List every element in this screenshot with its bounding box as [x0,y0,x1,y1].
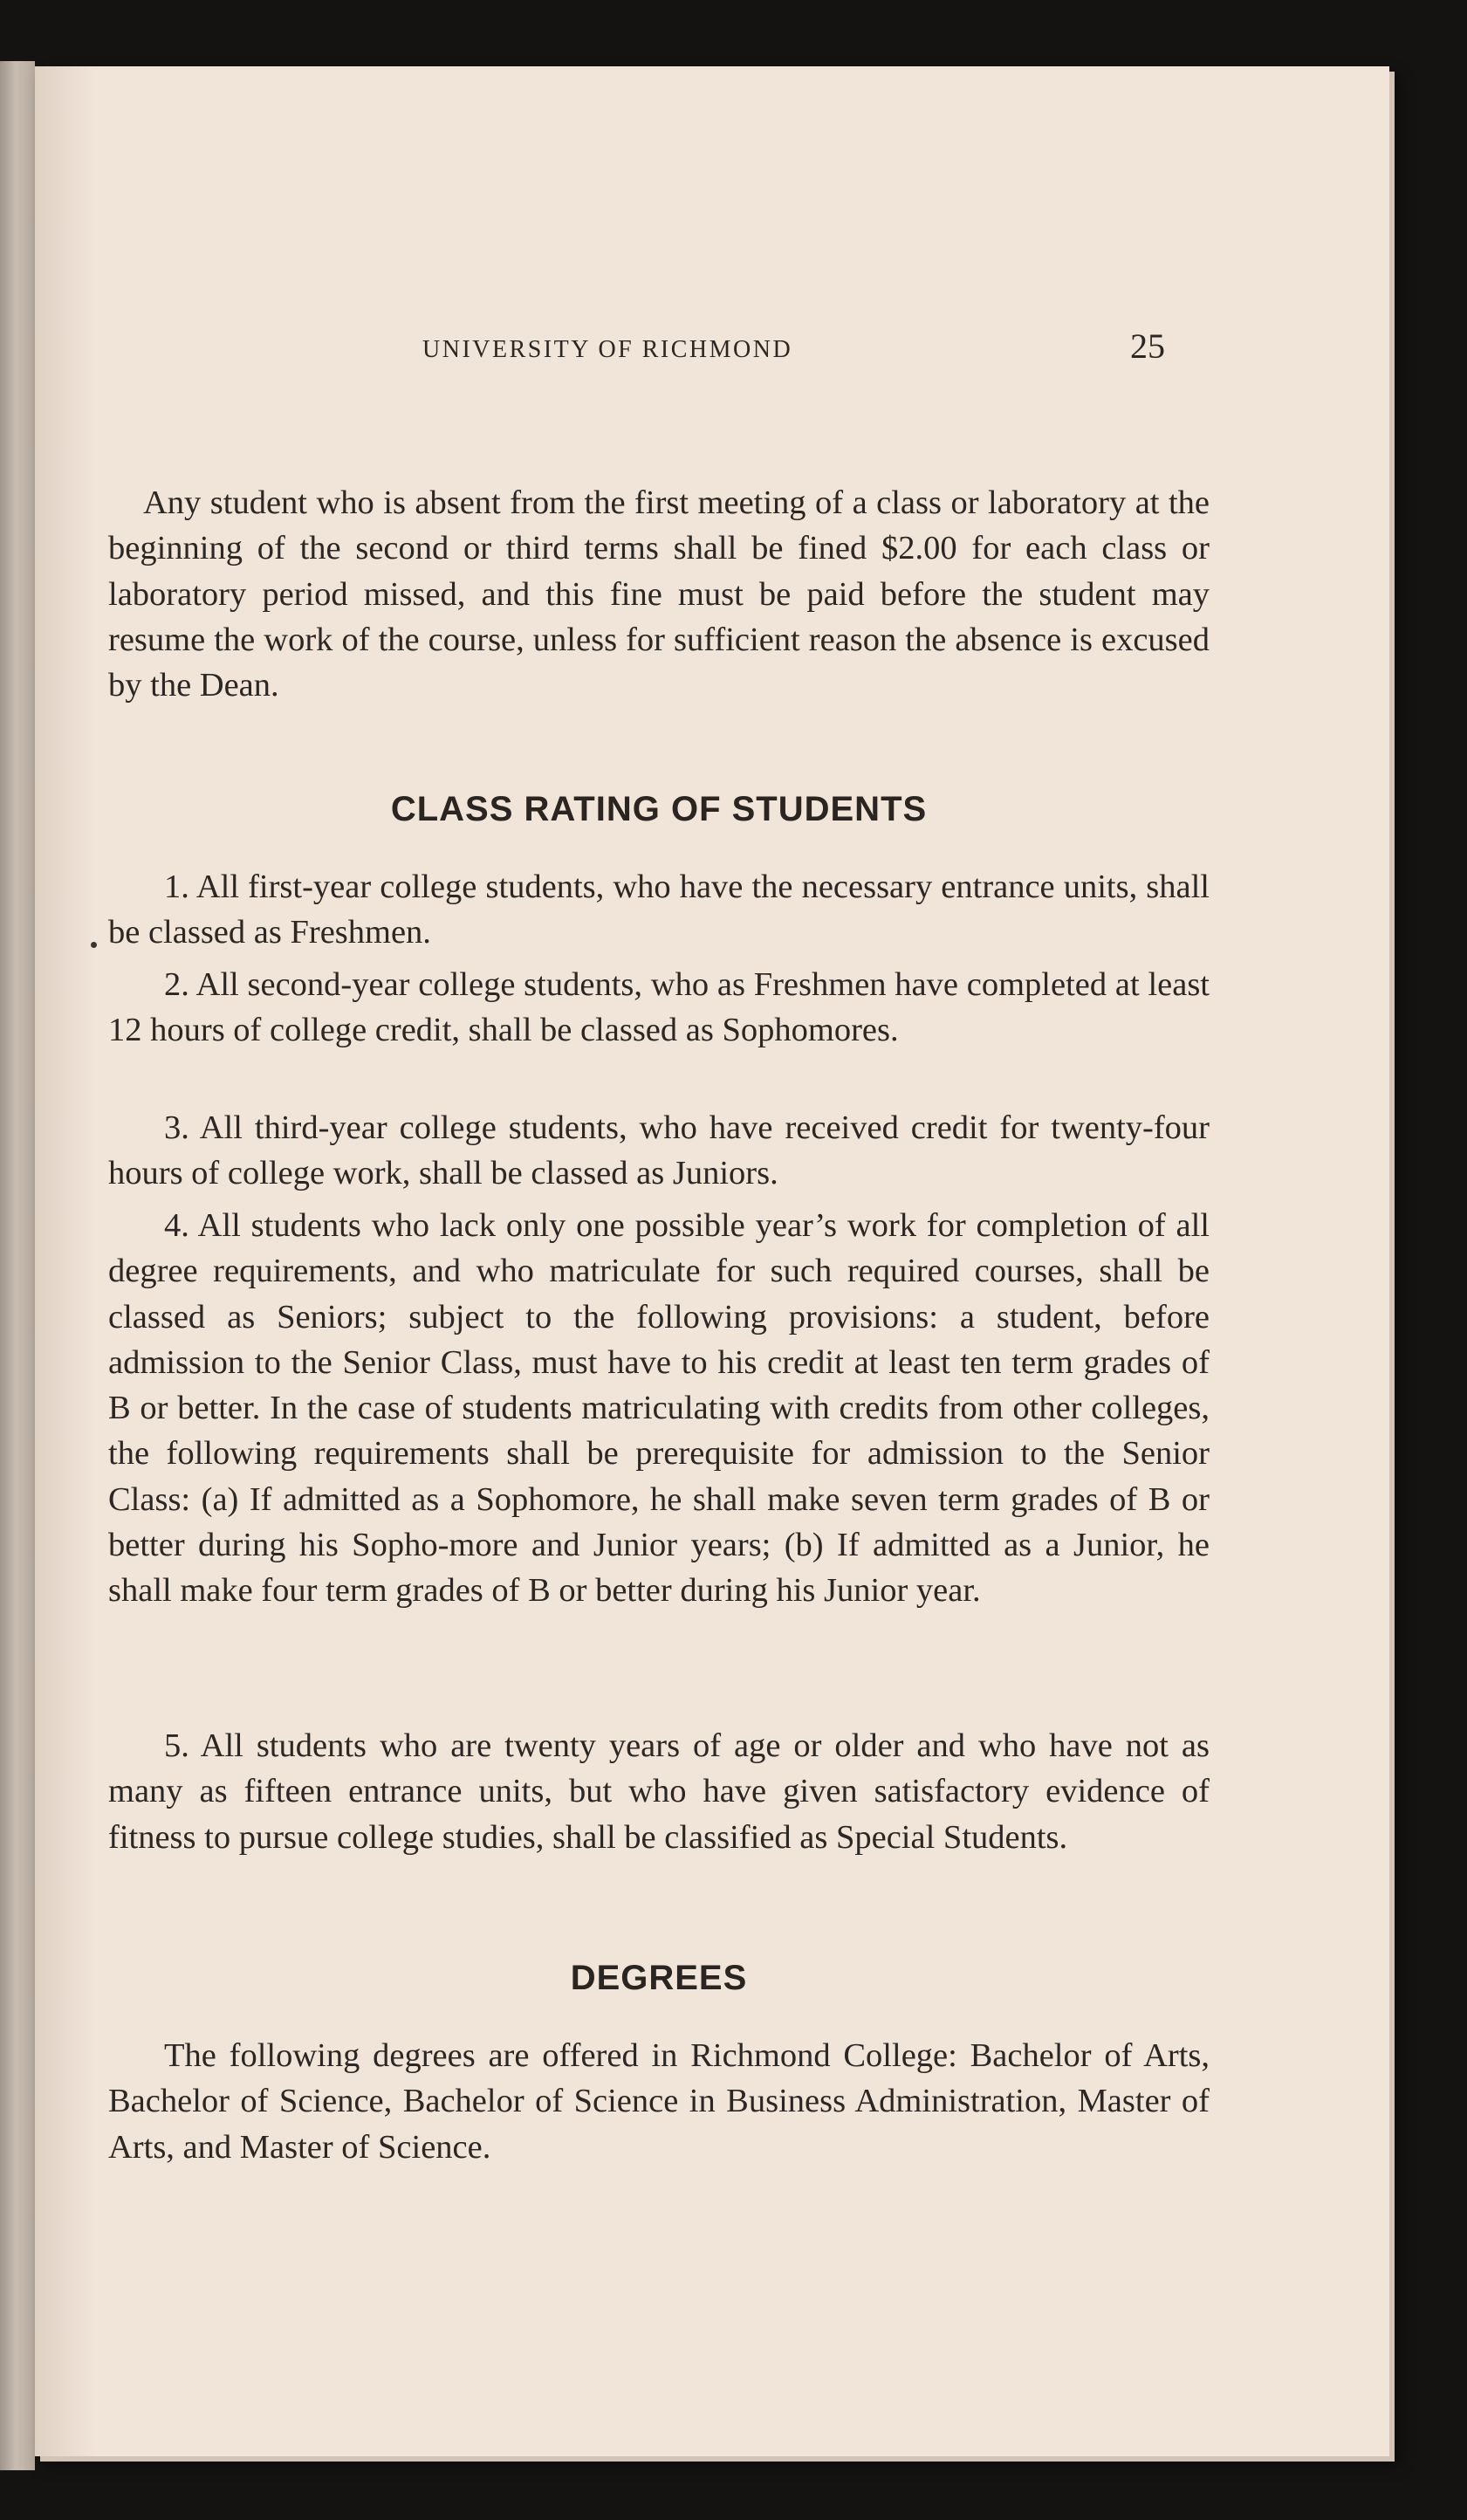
degrees-paragraph: The following degrees are offered in Richmond College: Bachelor of Arts, Bachelor of Science, Bachelor of Science in Business Administration, Master of Arts, and Master of Science. [108,2037,1210,2166]
facing-page-edge [0,61,35,2470]
page-number: 25 [1130,326,1165,366]
class-rating-item-sophomores: 2. All second-year college students, who as Freshmen have completed at least 12 hours of college credit, shall be classed as Sophomores. [108,966,1210,1049]
class-rating-item-special-students: 5. All students who are twenty years of age or older and who have not as many as fifteen entrance units, but who have given satisfactory evidence of fitness to pursue college studies, shall be classified as Special Students. [108,1727,1210,1856]
absence-fine-paragraph: Any student who is absent from the first meeting of a class or laboratory at the beginning of the second or third terms shall be fined $2.00 for each class or laboratory period missed, and this fine must be paid before the student may resume the work of the course, unless for sufficient reason the absence is excused by the Dean. [108,484,1210,704]
class-rating-item-seniors: 4. All students who lack only one possible year’s work for completion of all degree requirements, and who matriculate for such required courses, shall be classed as Seniors; subject to the following provisions: a student, before admission to the Senior Class, must have to his credit at least ten term grades of B or better. In the case of students matriculating with credits from other colleges, the following requirements shall be prerequisite for admission to the Senior Class: (a) If admitted as a Sophomore, he shall make seven term grades of B or better during his Sopho-more and Junior years; (b) If admitted as a Junior, he shall make four term grades of B or better during his Junior year. [108,1207,1210,1610]
ink-speck [91,942,97,948]
book-page [35,66,1389,2456]
class-rating-item-juniors: 3. All third-year college students, who have received credit for twenty-four hours of college work, shall be classed as Juniors. [108,1109,1210,1192]
class-rating-heading: CLASS RATING OF STUDENTS [390,790,928,828]
degrees-heading: DEGREES [570,1959,748,1997]
running-head [35,326,1389,378]
running-head-title: UNIVERSITY OF RICHMOND [422,336,793,363]
class-rating-item-freshmen: 1. All first-year college students, who have the necessary entrance units, shall be classed as Freshmen. [108,869,1210,951]
